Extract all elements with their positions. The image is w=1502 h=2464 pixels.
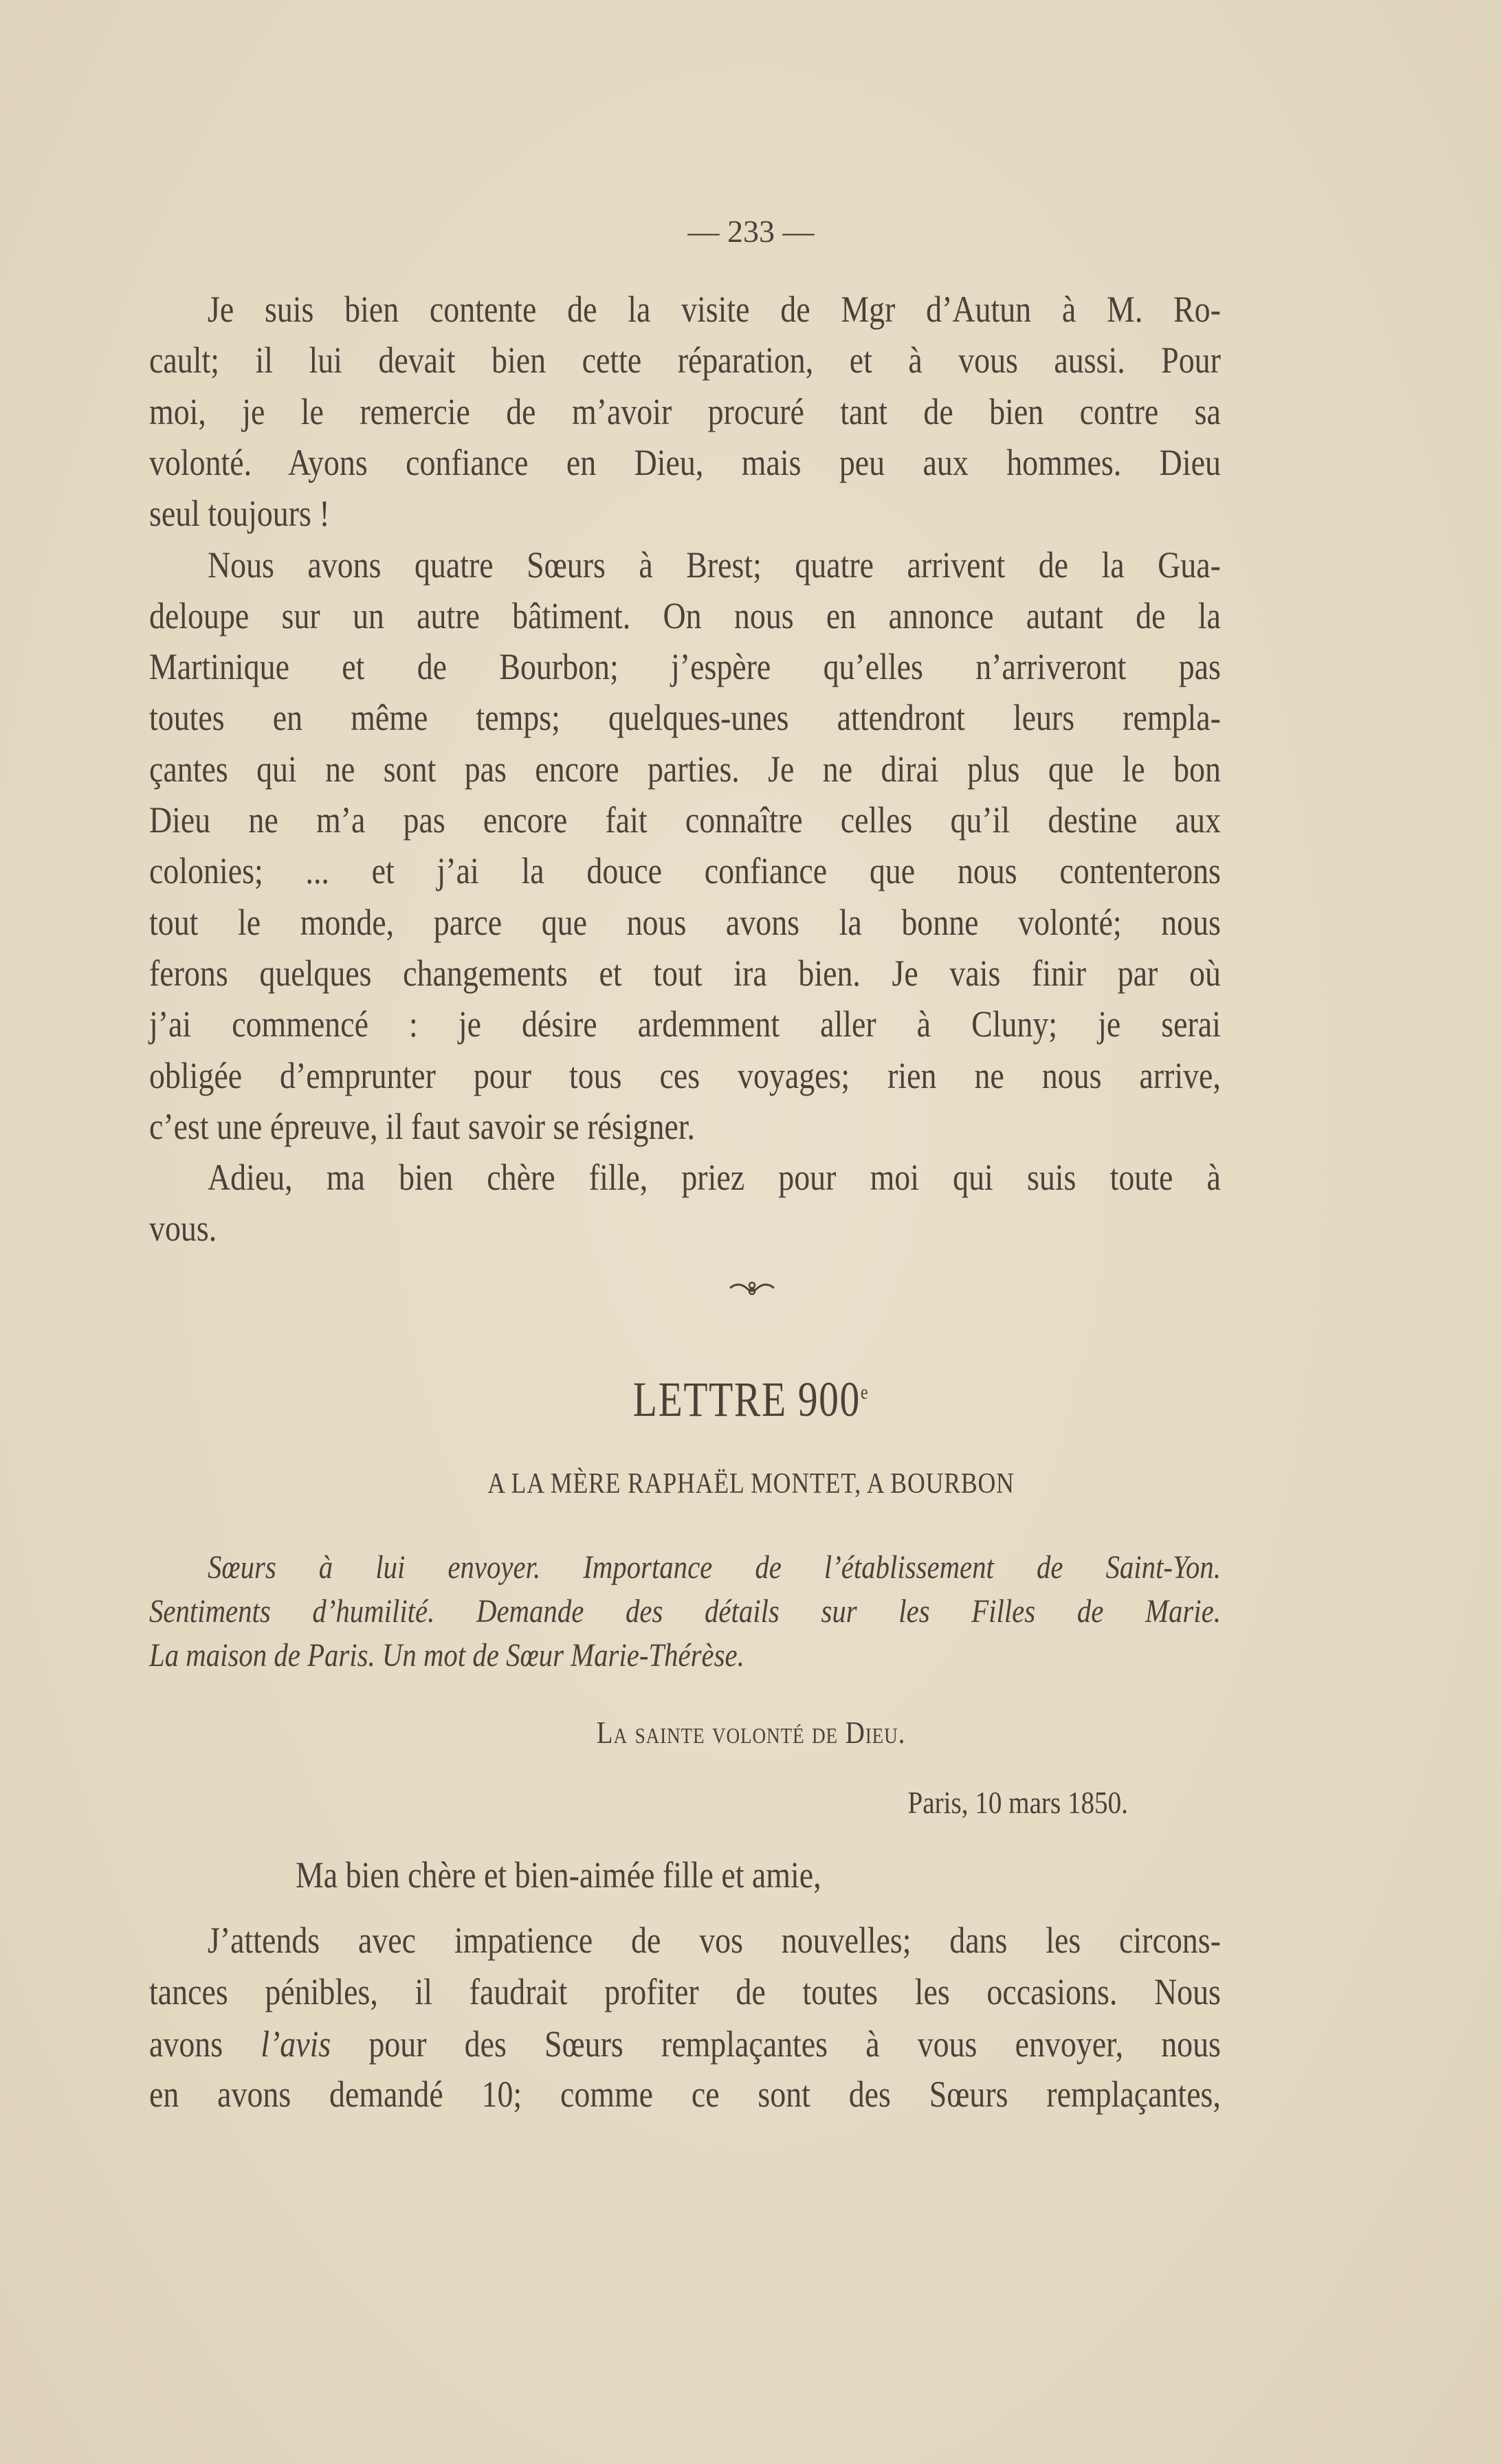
letter-date: Paris, 10 mars 1850.: [907, 1785, 1128, 1820]
letter-motto: La sainte volonté de Dieu.: [596, 1715, 906, 1750]
text-line: Adieu, ma bien chère fille, priez pour moi qui suis toute à: [208, 1157, 1221, 1199]
body-line: en avons demandé 10; comme ce sont des Sœurs remplaçantes,: [149, 2074, 1221, 2115]
text-line: Dieu ne m’a pas encore fait connaître celles qu’il destine aux: [149, 799, 1221, 841]
body-line: tances pénibles, il faudrait profiter de toutes les occasions. Nous: [149, 1971, 1221, 2012]
text-line: çantes qui ne sont pas encore parties. Je ne dirai plus que le bon: [149, 748, 1221, 790]
text-line: ferons quelques changements et tout ira bien. Je vais finir par où: [149, 952, 1221, 994]
text-line: volonté. Ayons confiance en Dieu, mais peu aux hommes. Dieu: [149, 441, 1221, 483]
body-line: J’attends avec impatience de vos nouvelles; dans les circons-: [208, 1920, 1221, 1961]
italic-word: l’avis: [261, 2023, 331, 2065]
body-line: [149, 2019, 1221, 2069]
letter-title-text: LETTRE 900: [632, 1372, 861, 1427]
previous-letter-text: [149, 0, 1221, 1306]
page-number: — 233 —: [687, 214, 815, 249]
summary-line: Sœurs à lui envoyer. Importance de l’établissement de Saint-Yon.: [208, 1549, 1221, 1586]
text-line: colonies; ... et j’ai la douce confiance que nous contenterons: [149, 850, 1221, 892]
letter-title: [151, 1371, 1352, 1428]
text-line: obligée d’emprunter pour tous ces voyages; rien ne nous arrive,: [149, 1054, 1221, 1096]
summary-line: Sentiments d’humilité. Demande des détails sur les Filles de Marie.: [149, 1593, 1221, 1630]
text-line: j’ai commencé : je désire ardemment aller à Cluny; je serai: [149, 1003, 1221, 1045]
letter-greeting: Ma bien chère et bien-aimée fille et amie,: [296, 1854, 821, 1896]
text-line: tout le monde, parce que nous avons la bonne volonté; nous: [149, 901, 1221, 943]
text-line: Nous avons quatre Sœurs à Brest; quatre arrivent de la Gua-: [208, 544, 1221, 586]
letter-recipient: A LA MÈRE RAPHAËL MONTET, A BOURBON: [487, 1468, 1015, 1500]
text-line: deloupe sur un autre bâtiment. On nous en annonce autant de la: [149, 595, 1221, 636]
text-line: cault; il lui devait bien cette réparation, et à vous aussi. Pour: [149, 340, 1221, 381]
text-line: Martinique et de Bourbon; j’espère qu’elles n’arriveront pas: [149, 646, 1221, 688]
text-line: c’est une épreuve, il faut savoir se résigner.: [149, 1105, 696, 1147]
body-text: avons: [149, 2023, 261, 2065]
text-line: moi, je le remercie de m’avoir procuré tant de bien contre sa: [149, 390, 1221, 432]
body-text: pour des Sœurs remplaçantes à vous envoyer, nous: [331, 2023, 1221, 2065]
summary-line: La maison de Paris. Un mot de Sœur Marie-Thérèse.: [149, 1637, 744, 1674]
text-line: vous.: [149, 1208, 217, 1250]
text-line: toutes en même temps; quelques-unes attendront leurs rempla-: [149, 697, 1221, 739]
letter-title-sup: e: [860, 1381, 870, 1403]
ornament-icon: [729, 1278, 775, 1298]
text-line: seul toujours !: [149, 493, 330, 535]
text-line: Je suis bien contente de la visite de Mgr d’Autun à M. Ro-: [208, 289, 1221, 330]
